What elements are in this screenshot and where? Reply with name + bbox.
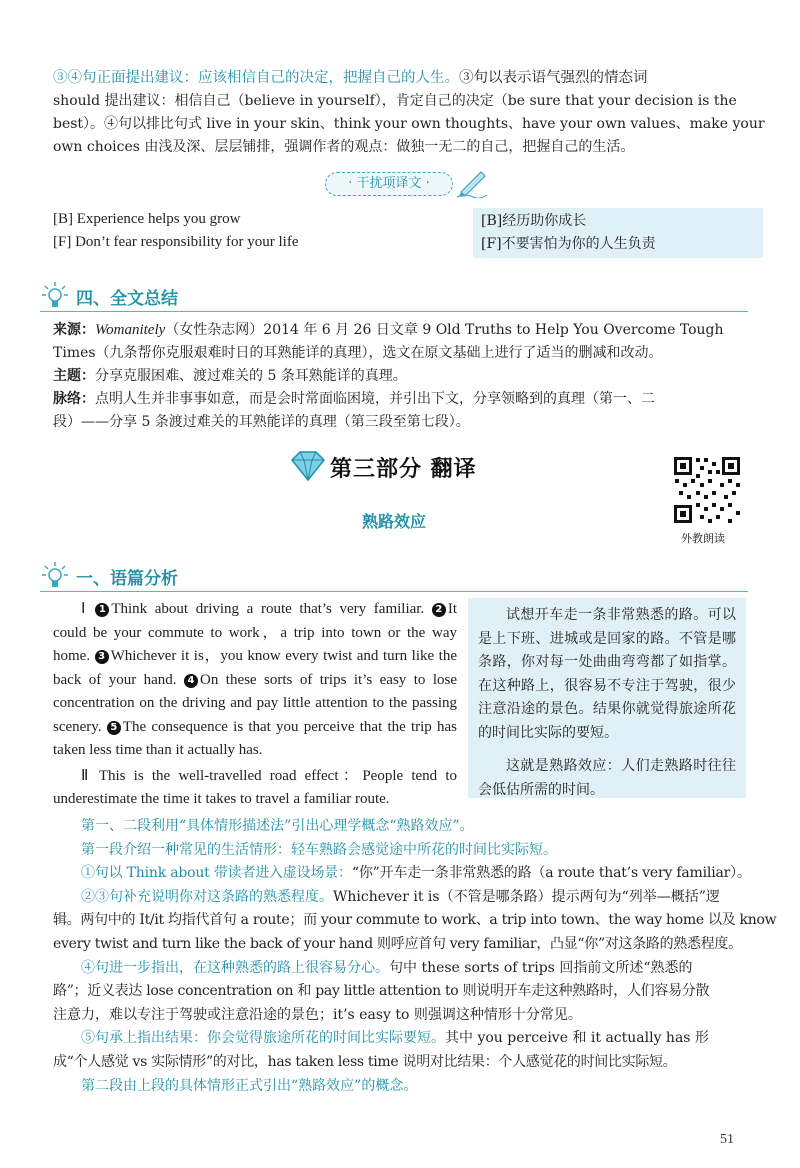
roman-2: Ⅱ xyxy=(81,767,93,784)
para1-line4: own choices 由浅及深、层层铺排，强调作者的观点：做独一无二的自己，把握自己的生活。 xyxy=(53,139,635,155)
roman-1: Ⅰ xyxy=(81,601,90,617)
source-line1 xyxy=(53,319,753,342)
sentence-number-1: 1 xyxy=(95,603,109,617)
context-line1 xyxy=(53,388,753,411)
distractor-cn-b: [B]经历助你成长 xyxy=(481,213,587,229)
distractor-cn-f: [F]不要害怕为你的人生负责 xyxy=(481,236,656,252)
english-para2 xyxy=(53,765,457,812)
para1-line2: should 提出建议：相信自己（believe in yourself），肯定自己的决定（be sure that your decision is the xyxy=(53,93,737,109)
analysis-5-blue: ④句进一步指出，在这种熟悉的路上很容易分心。 xyxy=(81,959,389,976)
chinese-translation-box xyxy=(468,598,746,798)
diamond-icon xyxy=(288,450,328,482)
source-label: 来源： xyxy=(53,322,95,338)
analysis-4-line3: every twist and turn like the back of your hand 则呼应首句 very familiar，凸显“你”对这条路的熟悉程度。 xyxy=(53,935,742,952)
english-para2-text: This is the well-travelled road effect：People tend to underestimate the time it takes to travel a familiar route. xyxy=(53,767,457,807)
context-label: 脉络： xyxy=(53,391,95,407)
sentence-number-3: 3 xyxy=(95,650,109,664)
para1-line3: best）。④句以排比句式 live in your skin、think your own thoughts、have your own values、make your xyxy=(53,116,765,132)
para1 xyxy=(53,67,765,159)
sentence-4: On these sorts of trips it’s easy to lose concentration on the driving and pay little attention to the passing scenery. xyxy=(53,671,458,735)
part3-subtitle: 熟路效应 xyxy=(362,512,427,531)
para1-rest: ③句以表示语气强烈的情态词 xyxy=(459,70,648,86)
lightbulb-icon xyxy=(42,562,68,590)
chinese-para1: 试想开车走一条非常熟悉的路。可以是上下班、进城或是回家的路。不管是哪条路，你对每一处曲曲弯弯都了如指掌。在这种路上，很容易不专注于驾驶，很少注意沿途的景色。结果你就觉得旅途所花的时间比实际的要短。 xyxy=(478,607,736,741)
analysis-3 xyxy=(53,862,753,886)
sentence-number-2: 2 xyxy=(432,603,446,617)
qr-caption: 外教朗读 xyxy=(681,532,725,545)
analysis-4 xyxy=(53,886,753,910)
sentence-5: The consequence is that you perceive that the trip has taken less time than it actually has. xyxy=(53,718,457,758)
distractor-en-b: [B] Experience helps you grow xyxy=(53,211,241,227)
distractor-en xyxy=(53,208,473,254)
english-para1 xyxy=(53,598,457,763)
analysis-4-black: Whichever it is（不管是哪条路）提示两句为“列举—概括”逻 xyxy=(333,888,720,905)
part3-title: 第三部分 翻译 xyxy=(330,457,477,482)
context-line2: 段）——分享 5 条渡过难关的耳熟能详的真理（第三段至第七段）。 xyxy=(53,414,470,430)
section4-body xyxy=(53,319,753,434)
section4-header xyxy=(40,282,748,312)
qr-code[interactable] xyxy=(673,456,741,524)
sentence-number-4: 4 xyxy=(184,674,198,688)
context-text: 点明人生并非事事如意，而是会时常面临困境，并引出下文，分享领略到的真理（第一、二 xyxy=(95,391,655,407)
analysis-6-line2: 成“个人感觉 vs 实际情形”的对比，has taken less time 说明对比结果：个人感觉花的时间比实际短。 xyxy=(53,1053,677,1070)
analysis-3-blue: ①句以 Think about 带读者进入虚设场景： xyxy=(81,865,352,882)
analysis-4-blue: ②③句补充说明你对这条路的熟悉程度。 xyxy=(81,888,333,905)
theme-text: 分享克服困难、渡过难关的 5 条耳熟能详的真理。 xyxy=(95,368,407,384)
analysis-6-blue: ⑤句承上指出结果：你会觉得旅途所花的时间比实际要短。 xyxy=(81,1030,445,1047)
distractor-en-f: [F] Don’t fear responsibility for your life xyxy=(53,234,299,250)
analysis-6 xyxy=(53,1027,753,1051)
chinese-para2: 这就是熟路效应：人们走熟路时往往会低估所需的时间。 xyxy=(478,758,736,798)
lightbulb-icon xyxy=(42,282,68,310)
sentence-number-5: 5 xyxy=(107,721,121,735)
theme-label: 主题： xyxy=(53,368,95,384)
para1-highlight: ③④句正面提出建议：应该相信自己的决定，把握自己的人生。 xyxy=(53,70,459,86)
pen-icon xyxy=(455,166,489,198)
source-site: Womanitely xyxy=(95,322,166,338)
sentence-1: Think about driving a route that’s very familiar. xyxy=(111,601,425,617)
source-text: （女性杂志网）2014 年 6 月 26 日文章 9 Old Truths to Help You Overcome Tough xyxy=(165,322,724,338)
para1-line1 xyxy=(53,67,753,90)
english-passage xyxy=(53,598,457,812)
analysis-5 xyxy=(53,957,753,981)
distractor-table xyxy=(53,208,743,260)
analysis xyxy=(53,815,777,1098)
theme-line xyxy=(53,365,753,388)
analysis-6-black: 其中 you perceive 和 it actually has 形 xyxy=(445,1030,709,1047)
section4-title: 四、全文总结 xyxy=(76,289,178,309)
analysis-1: 第一、二段利用“具体情形描述法”引出心理学概念“熟路效应”。 xyxy=(81,818,474,834)
distractor-cn xyxy=(473,208,763,258)
distractor-label: · 干扰项译文 · xyxy=(325,172,453,196)
section1-header xyxy=(40,562,748,592)
analysis-5-line2: 路”；近义表达 lose concentration on 和 pay little attention to 则说明开车走这种熟路时，人们容易分散 xyxy=(53,983,710,1000)
sentence-3: Whichever it is，you know every twist and turn like the back of your hand. xyxy=(53,648,457,688)
analysis-2: 第一段介绍一种常见的生活情形：轻车熟路会感觉途中所花的时间比实际短。 xyxy=(81,841,557,858)
page-number: 51 xyxy=(720,1132,734,1147)
source-line2: Times（九条帮你克服艰难时日的耳熟能详的真理），选文在原文基础上进行了适当的删减和改动。 xyxy=(53,345,663,361)
analysis-5-line3: 注意力，难以专注于驾驶或注意沿途的景色；it’s easy to 则强调这种情形十分常见。 xyxy=(53,1006,582,1023)
analysis-7: 第二段由上段的具体情形正式引出“熟路效应”的概念。 xyxy=(81,1077,418,1094)
analysis-4-line2: 辑。两句中的 It/it 均指代首句 a route；而 your commute to work、a trip into town、the way home 以及 know xyxy=(53,912,777,929)
analysis-5-black: 句中 these sorts of trips 回指前文所述“熟悉的 xyxy=(389,959,693,976)
sentence-2: It could be your commute to work，a trip into town or the way home. xyxy=(53,601,457,664)
analysis-3-black: “你”开车走一条非常熟悉的路（a route that’s very familiar）。 xyxy=(351,865,751,882)
section1-title: 一、语篇分析 xyxy=(76,569,178,589)
